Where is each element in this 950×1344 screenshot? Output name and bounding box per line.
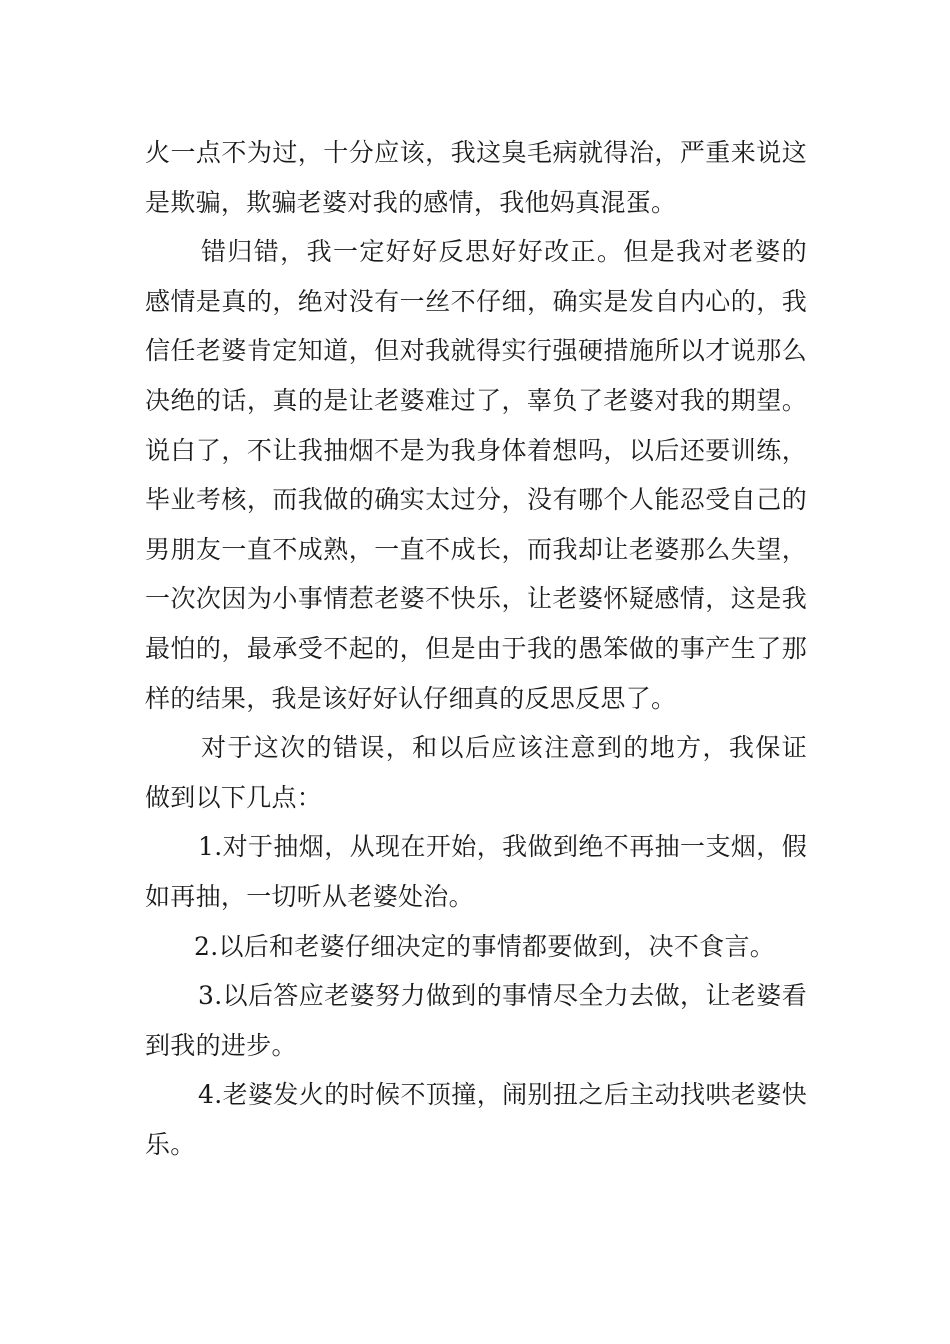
list-item-4: 4.老婆发火的时候不顶撞，闹别扭之后主动找哄老婆快乐。 [145,1080,807,1159]
paragraph-1: 火一点不为过，十分应该，我这臭毛病就得治，严重来说这是欺骗，欺骗老婆对我的感情，我他妈真混蛋。 [145,138,807,217]
list-item-3: 3.以后答应老婆努力做到的事情尽全力去做，让老婆看到我的进步。 [145,981,807,1060]
paragraph-3: 对于这次的错误，和以后应该注意到的地方，我保证做到以下几点： [145,733,807,812]
list-item-1: 1.对于抽烟，从现在开始，我做到绝不再抽一支烟，假如再抽，一切听从老婆处治。 [145,832,807,911]
paragraph-2: 错归错，我一定好好反思好好改正。但是我对老婆的感情是真的，绝对没有一丝不仔细，确实是发自内心的，我信任老婆肯定知道，但对我就得实行强硬措施所以才说那么决绝的话，真的是让老婆难过了，辜负了老婆对我的期望。说白了，不让我抽烟不是为我身体着想吗，以后还要训练，毕业考核，而我做的确实太过分，没有哪个人能忍受自己的男朋友一直不成熟，一直不成长，而我却让老婆那么失望，一次次因为小事情惹老婆不快乐，让老婆怀疑感情，这是我最怕的，最承受不起的，但是由于我的愚笨做的事产生了那样的结果，我是该好好认仔细真的反思反思了。 [145,237,807,713]
list-item-2: 2.以后和老婆仔细决定的事情都要做到，决不食言。 [194,931,776,961]
document-body [145,128,807,1169]
